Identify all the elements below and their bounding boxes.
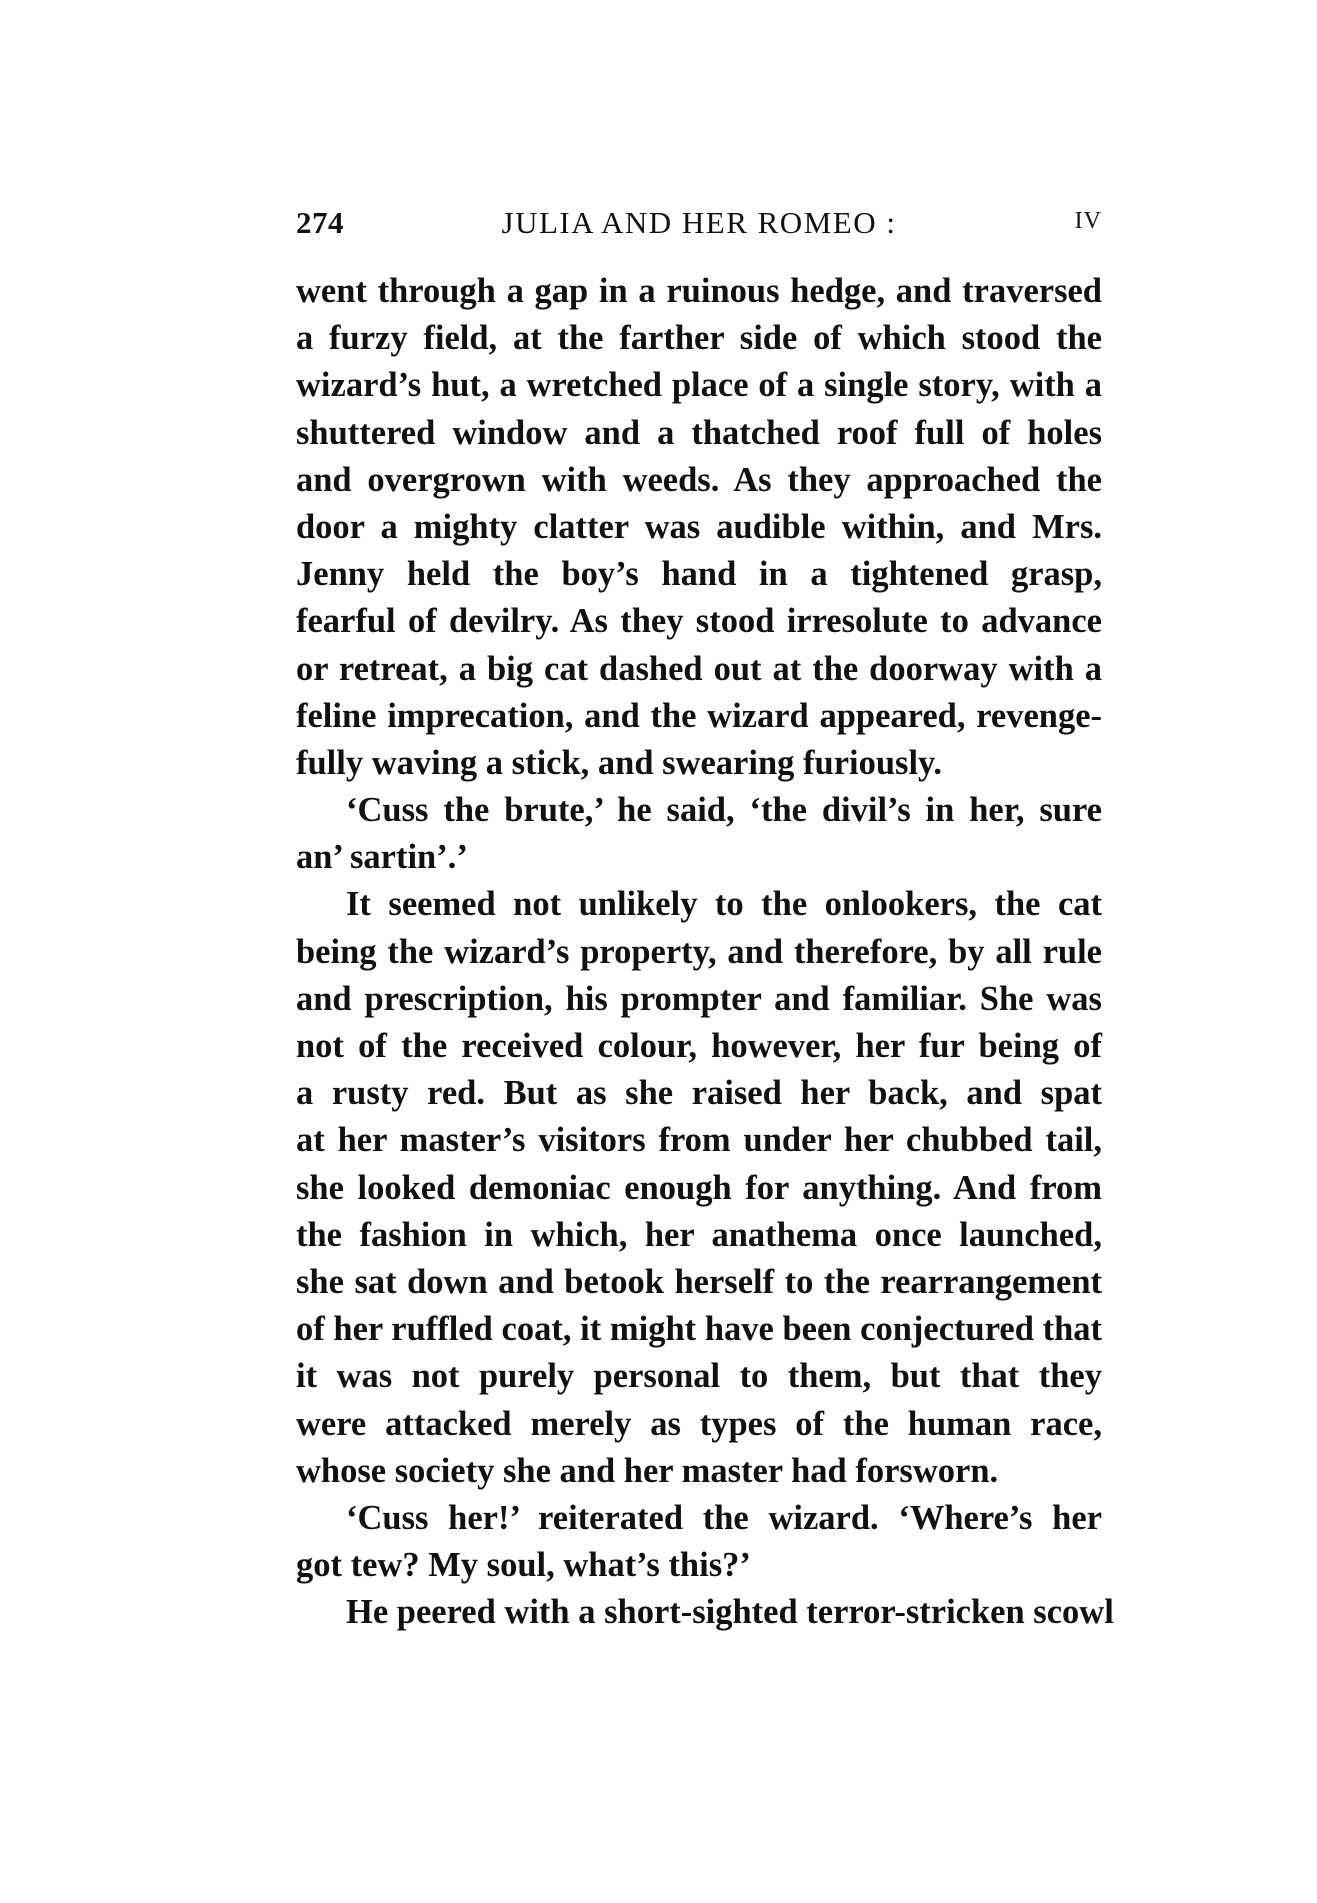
- chapter-number: IV: [1074, 208, 1102, 234]
- text-line: were attacked merely as types of the human race,: [296, 1404, 1102, 1443]
- text-line: at her master’s visitors from under her chubbed tail,: [296, 1121, 1102, 1160]
- text-line: door a mighty clatter was audible within, and Mrs.: [296, 507, 1102, 546]
- text-line: she looked demoniac enough for anything. And from: [296, 1168, 1102, 1207]
- text-line: not of the received colour, however, her fur being of: [296, 1027, 1102, 1065]
- body-text: [296, 268, 1114, 1636]
- text-line: whose society she and her master had forsworn.: [296, 1451, 999, 1490]
- text-line: He peered with a short-sighted terror-stricken scowl: [346, 1593, 1114, 1632]
- text-line: or retreat, a big cat dashed out at the doorway with a: [296, 649, 1102, 688]
- running-title: JULIA AND HER ROMEO :: [501, 205, 897, 240]
- text-line: being the wizard’s property, and therefore, by all rule: [296, 932, 1102, 971]
- text-line: Jenny held the boy’s hand in a tightened grasp,: [296, 555, 1102, 594]
- running-header: [296, 205, 1102, 255]
- text-line: ‘Cuss her!’ reiterated the wizard. ‘Where’s her: [346, 1498, 1102, 1537]
- text-line: of her ruffled coat, it might have been conjectured that: [296, 1310, 1102, 1349]
- text-line: wizard’s hut, a wretched place of a single story, with a: [296, 366, 1102, 405]
- text-line: and prescription, his prompter and familiar. She was: [296, 979, 1102, 1018]
- text-line: fully waving a stick, and swearing furiously.: [296, 743, 943, 782]
- text-line: she sat down and betook herself to the rearrangement: [296, 1262, 1102, 1301]
- text-line: it was not purely personal to them, but that they: [296, 1357, 1102, 1396]
- text-line: the fashion in which, her anathema once launched,: [296, 1215, 1102, 1254]
- page-number: 274: [296, 205, 344, 240]
- text-line: ‘Cuss the brute,’ he said, ‘the divil’s in her, sure: [346, 791, 1102, 830]
- text-line: got tew? My soul, what’s this?’: [296, 1546, 751, 1585]
- text-line: feline imprecation, and the wizard appeared, revenge-: [296, 696, 1102, 735]
- text-line: went through a gap in a ruinous hedge, and traversed: [296, 272, 1102, 310]
- text-line: shuttered window and a thatched roof full of holes: [296, 413, 1102, 452]
- text-line: and overgrown with weeds. As they approached the: [296, 460, 1102, 499]
- text-line: It seemed not unlikely to the onlookers, the cat: [346, 885, 1102, 924]
- text-line: a rusty red. But as she raised her back, and spat: [296, 1074, 1102, 1113]
- text-line: an’ sartin’.’: [296, 838, 468, 877]
- text-line: a furzy field, at the farther side of which stood the: [296, 319, 1102, 358]
- text-line: fearful of devilry. As they stood irresolute to advance: [296, 602, 1102, 641]
